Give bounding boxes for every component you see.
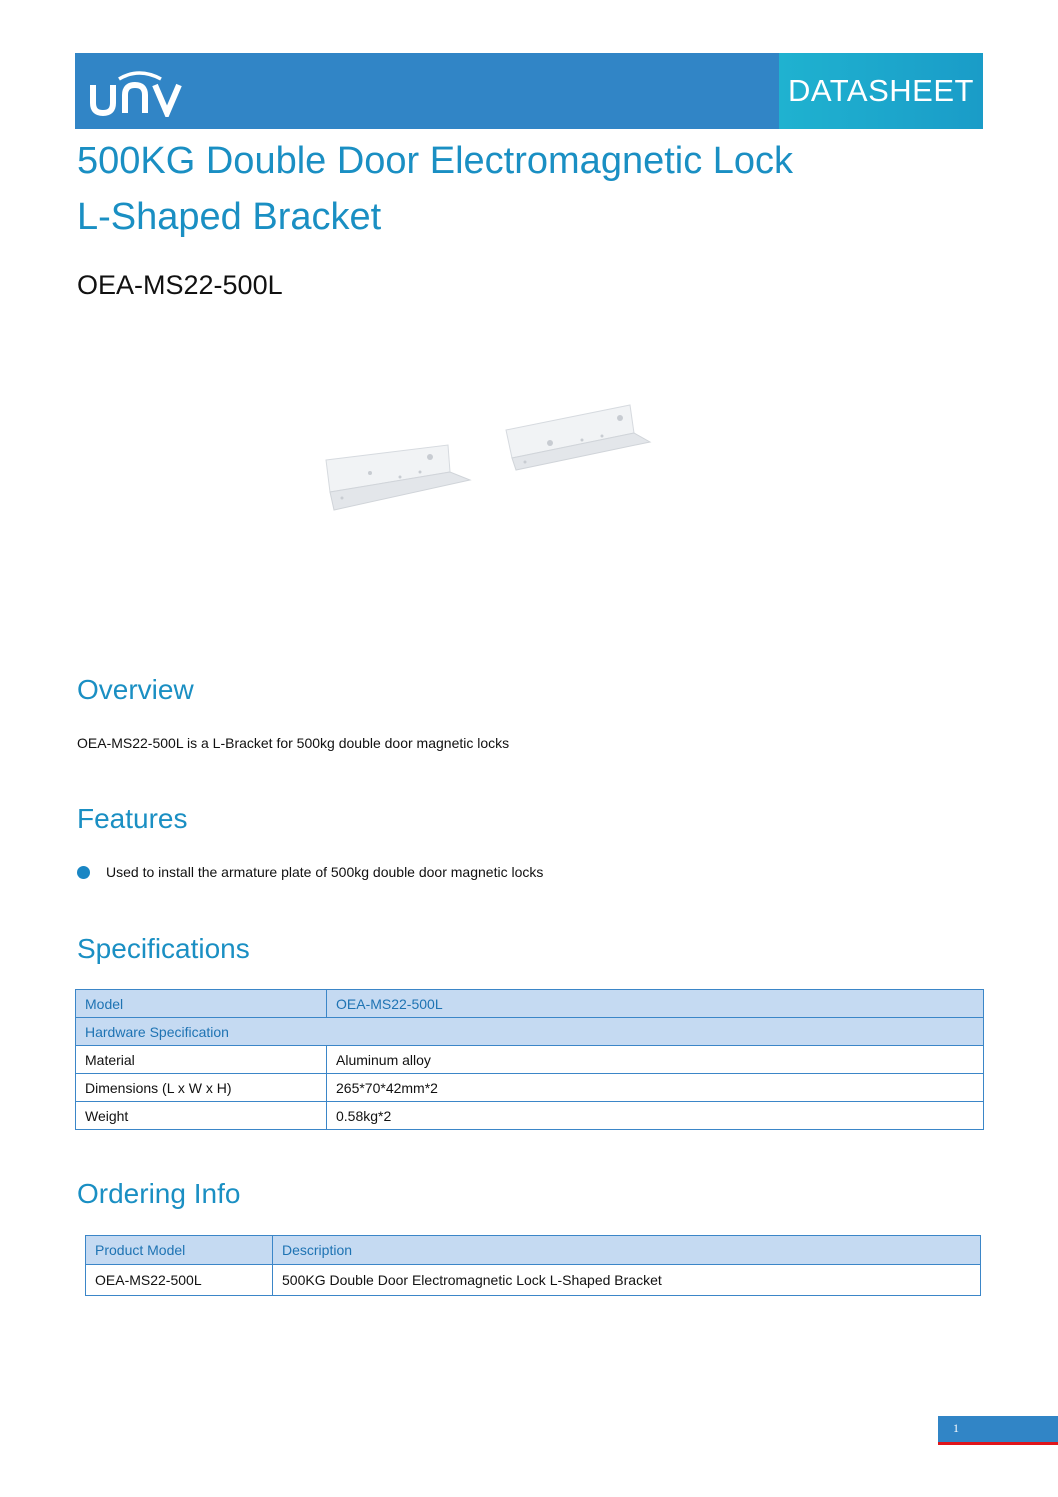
ordering-header-description: Description bbox=[273, 1236, 981, 1265]
ordering-header-model: Product Model bbox=[86, 1236, 273, 1265]
title-line-1: 500KG Double Door Electromagnetic Lock bbox=[77, 140, 794, 182]
ordering-table bbox=[85, 1235, 981, 1296]
feature-text: Used to install the armature plate of 500kg double door magnetic locks bbox=[106, 864, 544, 880]
bracket-right bbox=[506, 405, 650, 470]
bracket-left bbox=[326, 445, 470, 510]
product-image bbox=[320, 400, 660, 520]
spec-section-label: Hardware Specification bbox=[76, 1018, 984, 1046]
spec-header-row bbox=[76, 990, 984, 1018]
unv-logo-icon bbox=[89, 65, 189, 117]
specifications-heading: Specifications bbox=[77, 933, 250, 964]
model-number: OEA-MS22-500L bbox=[77, 270, 283, 300]
specifications-table bbox=[75, 989, 984, 1130]
page-number-badge bbox=[938, 1416, 1058, 1445]
spec-value: 0.58kg*2 bbox=[327, 1102, 984, 1130]
spec-label: Weight bbox=[76, 1102, 327, 1130]
ordering-description: 500KG Double Door Electromagnetic Lock L-Shaped Bracket bbox=[273, 1265, 981, 1296]
overview-text: OEA-MS22-500L is a L-Bracket for 500kg double door magnetic locks bbox=[77, 735, 510, 751]
spec-value: Aluminum alloy bbox=[327, 1046, 984, 1074]
ordering-heading: Ordering Info bbox=[77, 1178, 241, 1209]
spec-label: Material bbox=[76, 1046, 327, 1074]
spec-header-value: OEA-MS22-500L bbox=[327, 990, 984, 1018]
table-row bbox=[86, 1265, 981, 1296]
table-row bbox=[76, 1046, 984, 1074]
spec-header-label: Model bbox=[76, 990, 327, 1018]
spec-value: 265*70*42mm*2 bbox=[327, 1074, 984, 1102]
features-heading: Features bbox=[77, 803, 188, 834]
ordering-model: OEA-MS22-500L bbox=[86, 1265, 273, 1296]
datasheet-label: DATASHEET bbox=[788, 73, 974, 108]
feature-item bbox=[77, 864, 543, 880]
page-number: 1 bbox=[953, 1421, 959, 1435]
title-line-2: L-Shaped Bracket bbox=[77, 196, 382, 238]
spec-section-row bbox=[76, 1018, 984, 1046]
overview-heading: Overview bbox=[77, 674, 194, 705]
page-title bbox=[77, 133, 977, 245]
bullet-icon bbox=[77, 866, 90, 879]
ordering-header-row bbox=[86, 1236, 981, 1265]
table-row bbox=[76, 1074, 984, 1102]
spec-label: Dimensions (L x W x H) bbox=[76, 1074, 327, 1102]
table-row bbox=[76, 1102, 984, 1130]
header-banner bbox=[75, 53, 983, 129]
datasheet-badge bbox=[779, 53, 983, 129]
